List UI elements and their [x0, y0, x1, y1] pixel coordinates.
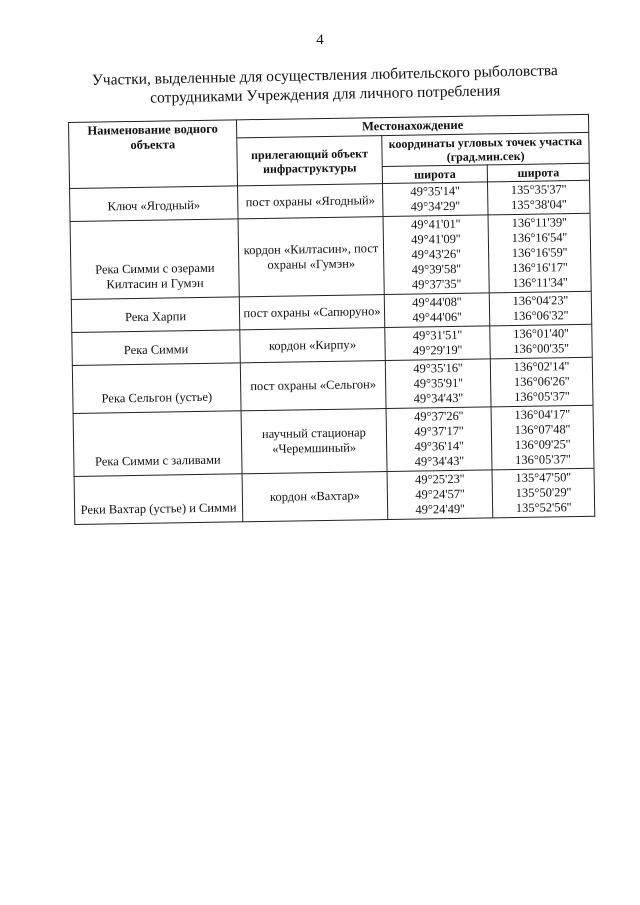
fishing-areas-table: [68, 114, 595, 525]
longitude-value: 136°04'17'': [514, 407, 571, 423]
latitude-value: 49°41'01'': [410, 216, 461, 232]
latitude-value: 49°24'49'': [415, 501, 465, 517]
header-lat: широта: [382, 165, 487, 184]
water-body-name: Река Симми: [72, 330, 240, 366]
longitude-cell: [487, 180, 590, 215]
header-name: Наименование водного объекта: [69, 120, 238, 189]
latitude-cell: [386, 407, 492, 472]
latitude-cell: [385, 326, 491, 361]
latitude-cell: [383, 215, 489, 295]
infrastructure-object: кордон «Кирпу»: [240, 328, 386, 363]
infrastructure-object: пост охраны «Сапюруно»: [239, 295, 385, 330]
latitude-value: 49°31'51'': [412, 327, 463, 343]
table-row: [74, 468, 595, 524]
longitude-value: 136°16'59'': [511, 245, 568, 261]
latitude-value: 49°37'17'': [414, 423, 464, 439]
longitude-value: 136°00'35'': [513, 341, 569, 357]
longitude-value: 135°50'29'': [515, 485, 572, 501]
table-row: [70, 213, 591, 299]
infrastructure-object: кордон «Вахтар»: [242, 472, 388, 522]
longitude-value: 135°35'37'': [510, 182, 567, 198]
longitude-value: 136°09'25'': [514, 437, 571, 453]
water-body-name: Река Симми с заливами: [73, 411, 242, 477]
water-body-name: Река Симми с озерами Килтасин и Гумэн: [70, 219, 239, 300]
latitude-cell: [384, 293, 490, 328]
longitude-cell: [490, 324, 593, 359]
longitude-cell: [490, 357, 593, 407]
page-number: 4: [316, 32, 324, 48]
header-location: Местонахождение: [236, 114, 588, 138]
latitude-value: 49°43'26'': [411, 246, 461, 262]
infrastructure-object: кордон «Килтасин», пост охраны «Гумэн»: [238, 217, 384, 297]
longitude-value: 135°38'04'': [510, 197, 567, 213]
latitude-value: 49°29'19'': [412, 342, 463, 358]
latitude-value: 49°41'09'': [411, 231, 461, 247]
water-body-name: Река Сельгон (устье): [72, 363, 241, 414]
latitude-cell: [385, 359, 491, 409]
longitude-value: 136°07'48'': [514, 422, 571, 438]
title-line-2: сотрудниками Учреждения для личного потребления: [149, 82, 501, 107]
header-coords: координаты угловых точек участка (град.мин.сек): [382, 132, 589, 166]
longitude-cell: [489, 291, 592, 326]
latitude-value: 49°44'06'': [412, 309, 462, 325]
longitude-value: 136°06'32'': [512, 308, 569, 324]
longitude-value: 136°11'39'': [511, 215, 567, 231]
longitude-value: 135°52'56'': [515, 500, 572, 516]
latitude-cell: [387, 470, 493, 520]
latitude-value: 49°39'58'': [411, 261, 462, 277]
title-line-1: Участки, выделенные для осуществления любительского рыболовства: [91, 62, 558, 89]
longitude-value: 136°05'37'': [514, 389, 570, 405]
latitude-value: 49°34'43'': [414, 453, 465, 469]
latitude-cell: [383, 182, 489, 217]
longitude-cell: [491, 405, 594, 470]
latitude-value: 49°34'43'': [413, 390, 464, 406]
water-body-name: Реки Вахтар (устье) и Симми: [74, 474, 243, 525]
longitude-value: 136°06'26'': [513, 374, 570, 390]
table-container: [68, 114, 594, 525]
latitude-value: 49°35'16'': [413, 360, 463, 376]
table-row: [73, 405, 594, 476]
latitude-value: 49°35'91'': [413, 375, 463, 391]
latitude-value: 49°37'35'': [411, 276, 462, 292]
water-body-name: Ключ «Ягодный»: [70, 186, 238, 222]
longitude-value: 136°11'34'': [512, 275, 568, 291]
longitude-cell: [488, 213, 591, 293]
table-head: [69, 114, 590, 188]
latitude-value: 49°35'14'': [410, 183, 460, 199]
latitude-value: 49°25'23'': [414, 471, 465, 487]
document-title: [60, 60, 591, 109]
infrastructure-object: пост охраны «Сельгон»: [240, 361, 386, 411]
water-body-name: Река Харпи: [71, 297, 239, 333]
latitude-value: 49°44'08'': [412, 294, 462, 310]
longitude-value: 136°16'54'': [511, 230, 568, 246]
longitude-value: 135°47'50'': [515, 470, 572, 486]
header-lon: широта: [487, 163, 589, 182]
table-row: [72, 357, 593, 413]
latitude-value: 49°24'57'': [415, 486, 465, 502]
longitude-value: 136°16'17'': [511, 260, 568, 276]
infrastructure-object: пост охраны «Ягодный»: [238, 184, 384, 219]
longitude-value: 136°05'37'': [515, 452, 571, 468]
longitude-value: 136°04'23'': [512, 293, 569, 309]
latitude-value: 49°34'29'': [410, 198, 461, 214]
header-infrastructure: прилегающий объект инфраструктуры: [237, 136, 383, 186]
longitude-value: 136°02'14'': [513, 359, 570, 375]
infrastructure-object: научный стационар «Черемшиный»: [241, 409, 387, 474]
longitude-value: 136°01'40'': [513, 326, 569, 342]
latitude-value: 49°36'14'': [414, 438, 464, 454]
latitude-value: 49°37'26'': [413, 408, 464, 424]
longitude-cell: [492, 468, 595, 518]
table-body: [70, 180, 595, 524]
